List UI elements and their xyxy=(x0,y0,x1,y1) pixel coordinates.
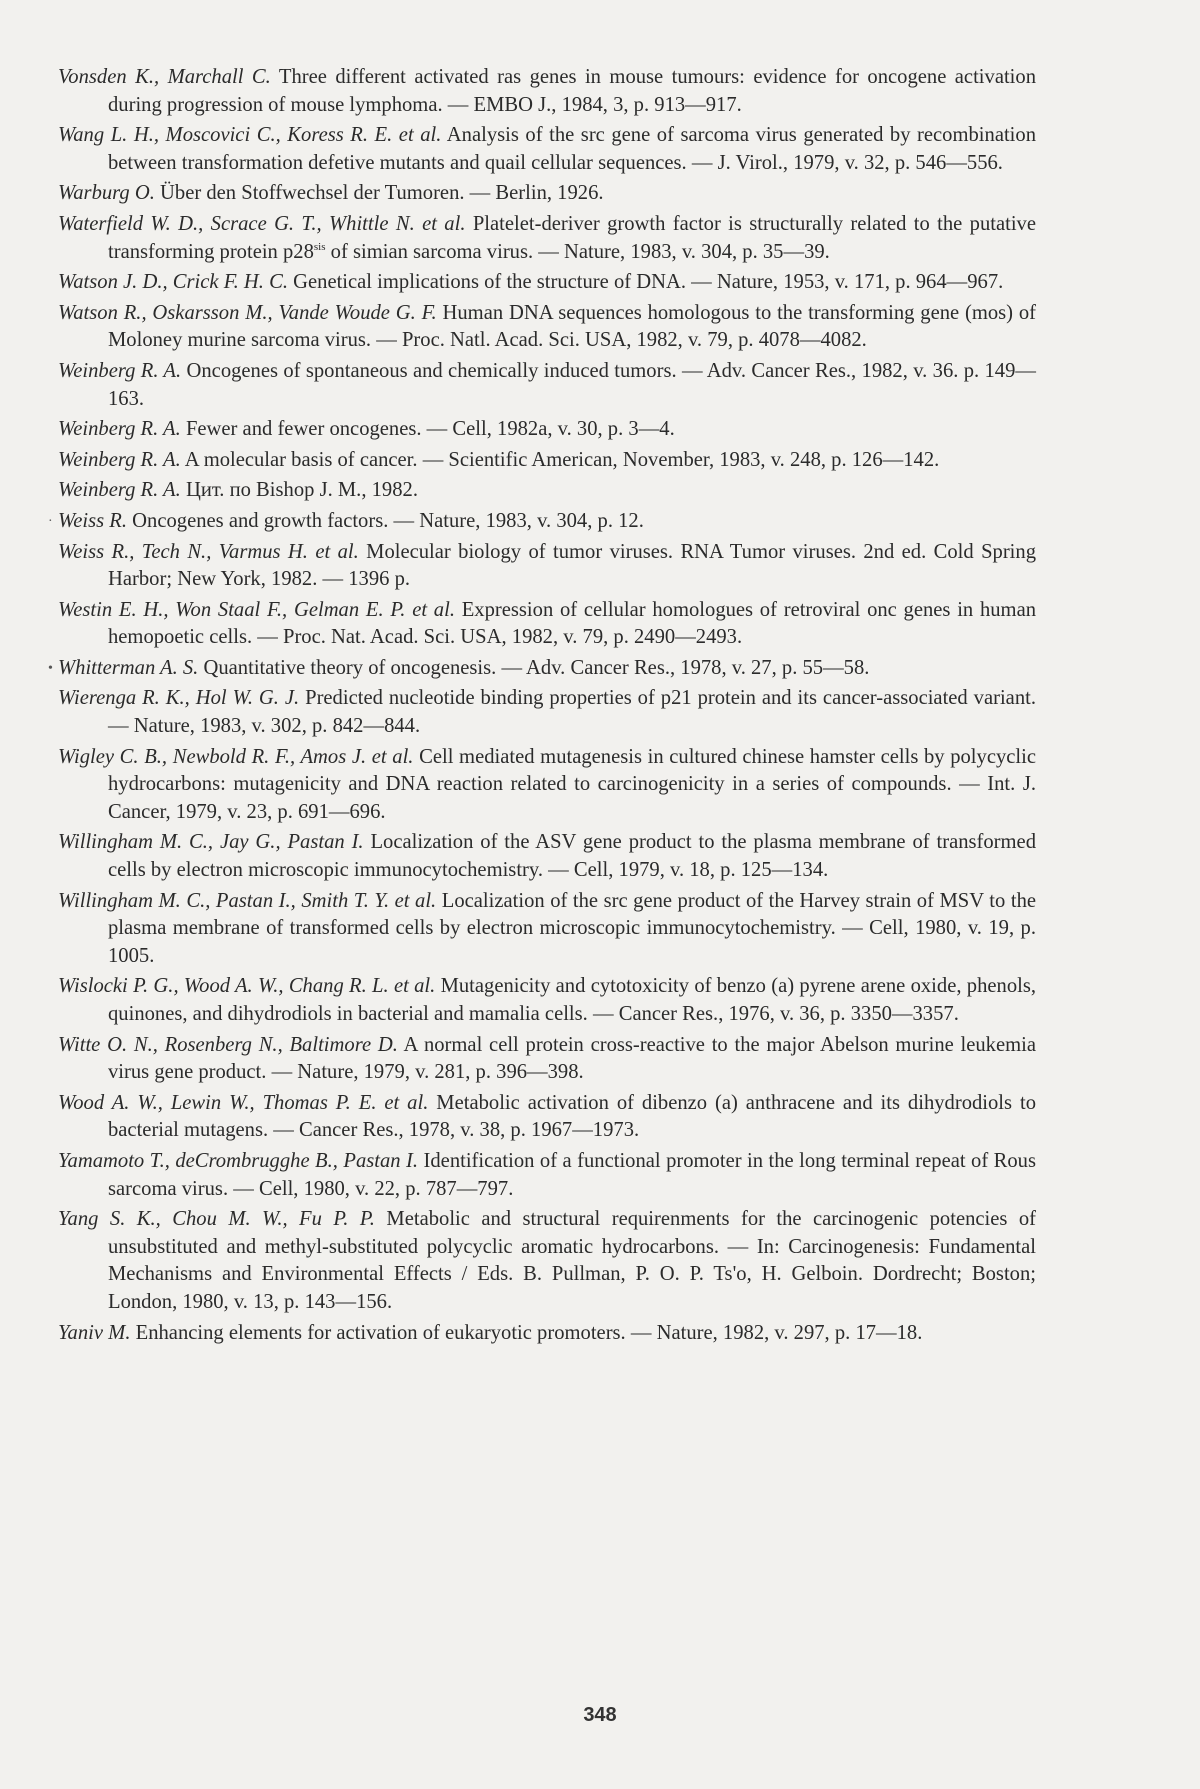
reference-details: A normal cell protein cross-reactive to the major Abelson murine leukemia virus gene product. — Nature, 1979, v. 281, p. 396—398. xyxy=(108,1033,1036,1084)
superscript-gene-name: sis xyxy=(313,240,326,253)
reference-details: Analysis of the src gene of sarcoma virus generated by recombination between transformation defetive mutants and quail cellular sequences. — J. Virol., 1979, v. 32, p. 546—556. xyxy=(108,124,1036,174)
reference-details: Localization of the ASV gene product to the plasma membrane of transformed cells by electron microscopic immunocytochemistry. — Cell, 1979, v. 18, p. 125—134. xyxy=(108,831,1036,882)
reference-authors: Wierenga R. K., Hol W. G. J. xyxy=(58,687,300,710)
reference-entry xyxy=(58,744,1036,827)
reference-details: Fewer and fewer oncogenes. — Cell, 1982a, v. 30, p. 3—4. xyxy=(180,418,675,441)
reference-list xyxy=(48,64,1037,1350)
reference-authors: Witte O. N., Rosenberg N., Baltimore D. xyxy=(58,1033,398,1056)
reference-authors: Warburg O. xyxy=(58,182,155,205)
reference-details: Platelet-deriver growth factor is structurally related to the putative transforming protein p28 xyxy=(108,212,1036,263)
reference-authors: Weinberg R. A. xyxy=(58,359,182,382)
reference-authors: Watson R., Oskarsson M., Vande Woude G. F. xyxy=(58,301,437,324)
reference-entry xyxy=(48,508,1036,536)
reference-authors: Willingham M. C., Pastan I., Smith T. Y. et al. xyxy=(58,889,437,912)
reference-details: Über den Stoffwechsel der Tumoren. — Berlin, 1926. xyxy=(154,182,604,205)
reference-entry xyxy=(58,269,1036,297)
reference-entry xyxy=(58,685,1036,740)
reference-authors: Wood A. W., Lewin W., Thomas P. E. et al. xyxy=(58,1091,429,1114)
reference-details: Metabolic and structural requirenments for the carcinogenic potencies of unsubstituted and methyl-substituted polycyclic aromatic hydrocarbons. — In: Carcinogenesis: Fundamental Mechanisms and Environmental Effects / Eds. B. Pullman, P. O. P. Ts'o, H. Gelboin. Dordrecht; Boston; London, 1980, v. 13, p. 143—156. xyxy=(108,1208,1037,1313)
reference-entry xyxy=(58,416,1036,444)
reference-details: Three different activated ras genes in mouse tumours: evidence for oncogene activation during progression of mouse lymphoma. — EMBO J., 1984, 3, p. 913—917. xyxy=(108,66,1036,116)
reference-entry xyxy=(58,64,1036,119)
reference-entry xyxy=(48,655,1036,683)
reference-entry xyxy=(58,1148,1036,1203)
reference-entry xyxy=(58,597,1036,652)
reference-entry xyxy=(58,1090,1036,1145)
reference-entry xyxy=(58,122,1036,177)
reference-authors: Yang S. K., Chou M. W., Fu P. P. xyxy=(58,1208,375,1231)
reference-details: Localization of the src gene product of the Harvey strain of MSV to the plasma membrane of transformed cells by electron microscopic immunocytochemistry. — Cell, 1980, v. 19, p. 1005. xyxy=(108,889,1037,967)
reference-entry xyxy=(58,973,1036,1028)
reference-details: Genetical implications of the structure of DNA. — Nature, 1953, v. 171, p. 964—967. xyxy=(287,271,1004,294)
margin-mark: · xyxy=(48,513,53,529)
reference-entry xyxy=(58,888,1036,971)
reference-authors: Wigley C. B., Newbold R. F., Amos J. et al. xyxy=(58,745,414,768)
margin-mark: • xyxy=(48,660,53,676)
reference-details: Cell mediated mutagenesis in cultured chinese hamster cells by polycyclic hydrocarbons: mutagenicity and DNA reaction related to carcinogenicity in a series of compounds. — Int. J. Cancer, 1979, v. 23, p. 691—696. xyxy=(108,745,1036,823)
reference-details-continued: of simian sarcoma virus. — Nature, 1983, v. 304, p. 35—39. xyxy=(325,240,830,263)
reference-authors: Westin E. H., Won Staal F., Gelman E. P. et al. xyxy=(58,598,455,621)
reference-details: Mutagenicity and cytotoxicity of benzo (a) pyrene arene oxide, phenols, quinones, and dihydrodiols in bacterial and mamalia cells. — Cancer Res., 1976, v. 36, p. 3350—3357. xyxy=(108,975,1036,1025)
reference-entry xyxy=(58,358,1036,413)
reference-details: Human DNA sequences homologous to the transforming gene (mos) of Moloney murine sarcoma virus. — Proc. Natl. Acad. Sci. USA, 1982, v. 79, p. 4078—4082. xyxy=(108,301,1036,352)
reference-entry xyxy=(58,539,1036,594)
reference-authors: Weinberg R. A. xyxy=(58,479,181,502)
reference-details: Predicted nucleotide binding properties of p21 protein and its cancer-associated variant. — Nature, 1983, v. 302, p. 842—844. xyxy=(108,687,1036,738)
reference-authors: Weiss R. xyxy=(58,509,128,532)
reference-authors: Vonsden K., Marchall C. xyxy=(58,66,271,88)
reference-authors: Weinberg R. A. xyxy=(58,448,181,471)
reference-details: Metabolic activation of dibenzo (a) anthracene and its dihydrodiols to bacterial mutagens. — Cancer Res., 1978, v. 38, p. 1967—1973. xyxy=(108,1091,1036,1142)
reference-entry xyxy=(58,1206,1036,1316)
reference-entry xyxy=(58,300,1036,355)
reference-details: Molecular biology of tumor viruses. RNA Tumor viruses. 2nd ed. Cold Spring Harbor; New York, 1982. — 1396 p. xyxy=(108,540,1036,591)
reference-details: Enhancing elements for activation of eukaryotic promoters. — Nature, 1982, v. 297, p. 17—18. xyxy=(130,1321,923,1344)
reference-authors: Willingham M. C., Jay G., Pastan I. xyxy=(58,831,364,854)
reference-authors: Yamamoto T., deCrombrugghe B., Pastan I. xyxy=(58,1149,419,1172)
reference-authors: Waterfield W. D., Scrace G. T., Whittle N. et al. xyxy=(58,212,466,235)
reference-authors: Weinberg R. A. xyxy=(58,418,181,441)
reference-authors: Whitterman A. S. xyxy=(58,656,199,679)
reference-entry xyxy=(58,1320,1036,1348)
reference-details: Цит. по Bishop J. M., 1982. xyxy=(180,479,418,502)
reference-entry xyxy=(58,1032,1036,1087)
reference-entry xyxy=(58,477,1036,505)
page-number: 348 xyxy=(583,1704,617,1726)
reference-entry xyxy=(58,211,1036,266)
reference-details: Quantitative theory of oncogenesis. — Adv. Cancer Res., 1978, v. 27, p. 55—58. xyxy=(198,656,870,679)
reference-details: Oncogenes of spontaneous and chemically induced tumors. — Adv. Cancer Res., 1982, v. 36. p. 149—163. xyxy=(108,359,1036,410)
reference-authors: Watson J. D., Crick F. H. C. xyxy=(58,271,288,294)
reference-details: A molecular basis of cancer. — Scientific American, November, 1983, v. 248, p. 126—142. xyxy=(180,448,940,471)
reference-details: Expression of cellular homologues of retroviral onc genes in human hemopoetic cells. — Proc. Nat. Acad. Sci. USA, 1982, v. 79, p. 2490—2493. xyxy=(108,598,1037,649)
reference-entry xyxy=(58,829,1036,884)
reference-entry xyxy=(58,180,1036,208)
reference-authors: Wislocki P. G., Wood A. W., Chang R. L. et al. xyxy=(58,975,436,998)
reference-authors: Yaniv M. xyxy=(58,1321,131,1344)
reference-authors: Weiss R., Tech N., Varmus H. et al. xyxy=(58,540,359,563)
reference-entry xyxy=(58,447,1036,475)
reference-details: Identification of a functional promoter in the long terminal repeat of Rous sarcoma virus. — Cell, 1980, v. 22, p. 787—797. xyxy=(108,1149,1036,1200)
reference-authors: Wang L. H., Moscovici C., Koress R. E. et al. xyxy=(58,124,442,147)
reference-details: Oncogenes and growth factors. — Nature, 1983, v. 304, p. 12. xyxy=(127,509,644,532)
